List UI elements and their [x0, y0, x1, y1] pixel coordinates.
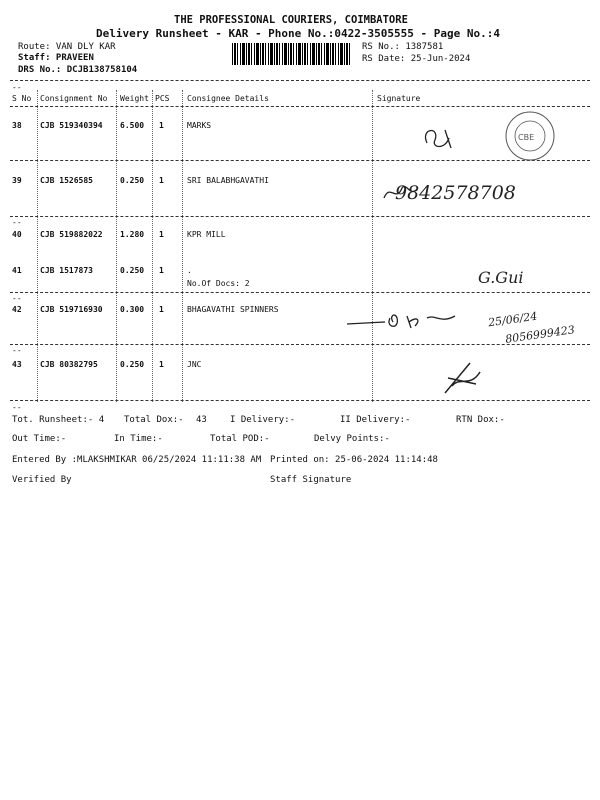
out-time: Out Time:- — [12, 434, 67, 444]
col-weight: Weight — [120, 94, 149, 103]
column-line — [116, 90, 117, 402]
signature-mark-row-39 — [380, 178, 420, 208]
column-line — [152, 90, 153, 402]
runsheet-title: Delivery Runsheet - KAR - Phone No.:0422-3505555 - Page No.:4 — [96, 27, 500, 40]
row-consignee: KPR MILL — [187, 230, 226, 239]
signature-date-row-42: 25/06/24 — [487, 309, 539, 330]
verified-by: Verified By — [12, 475, 72, 485]
row-sno: 41 — [12, 266, 22, 275]
drs-number: DRS No.: DCJB138758104 — [18, 65, 138, 75]
col-pcs: PCS — [155, 94, 170, 103]
total-dox-label: Total Dox:- — [124, 415, 184, 425]
company-name: THE PROFESSIONAL COURIERS, COIMBATORE — [174, 14, 408, 26]
separator-marker: -- — [12, 294, 22, 303]
column-line — [372, 90, 373, 402]
signature-row-42 — [345, 306, 465, 336]
in-time: In Time:- — [114, 434, 163, 444]
row-consignee: JNC — [187, 360, 202, 369]
row-weight: 1.280 — [120, 230, 145, 239]
col-sno: S No — [12, 94, 32, 103]
signature-row-38 — [415, 108, 565, 168]
total-runsheet: Tot. Runsheet:- 4 — [12, 415, 105, 425]
total-dox-value: 43 — [196, 415, 207, 425]
row-consignment: CJB 519716930 — [40, 305, 103, 314]
row-consignee: MARKS — [187, 121, 212, 130]
rs-date: RS Date: 25-Jun-2024 — [362, 54, 471, 64]
separator-marker: -- — [12, 403, 22, 412]
column-line — [182, 90, 183, 402]
row-consignment: CJB 80382795 — [40, 360, 98, 369]
divider — [10, 292, 590, 293]
column-line — [37, 90, 38, 402]
row-sno: 40 — [12, 230, 22, 239]
rs-number: RS No.: 1387581 — [362, 42, 444, 52]
row-consignee: SRI BALABHGAVATHI — [187, 176, 269, 185]
divider — [10, 344, 590, 345]
rtn-dox: RTN Dox:- — [456, 415, 505, 425]
row-pcs: 1 — [159, 176, 164, 185]
separator-marker: -- — [12, 83, 22, 92]
row-consignment: CJB 519882022 — [40, 230, 103, 239]
row-pcs: 1 — [159, 121, 164, 130]
row-weight: 0.250 — [120, 176, 145, 185]
svg-text:CBE: CBE — [518, 133, 535, 142]
row-consignment: CJB 1517873 — [40, 266, 93, 275]
staff-signature: Staff Signature — [270, 475, 352, 485]
row-consignee: BHAGAVATHI SPINNERS — [187, 305, 279, 314]
row-weight: 0.250 — [120, 360, 145, 369]
row-sno: 42 — [12, 305, 22, 314]
signature-row-43 — [440, 358, 490, 398]
divider — [10, 80, 590, 81]
divider — [10, 400, 590, 401]
delvy-points: Delvy Points:- — [314, 434, 390, 444]
route: Route: VAN DLY KAR — [18, 42, 116, 52]
row-weight: 6.500 — [120, 121, 145, 130]
signature-phone-row-42: 8056999423 — [504, 323, 576, 346]
row-pcs: 1 — [159, 266, 164, 275]
row-sno: 39 — [12, 176, 22, 185]
row-weight: 0.300 — [120, 305, 145, 314]
total-pod: Total POD:- — [210, 434, 270, 444]
row-pcs: 1 — [159, 230, 164, 239]
signature-phone-row-39: 9842578708 — [395, 182, 516, 204]
divider — [10, 106, 590, 107]
row-sno: 38 — [12, 121, 22, 130]
col-consignee: Consignee Details — [187, 94, 269, 103]
row-sno: 43 — [12, 360, 22, 369]
i-delivery: I Delivery:- — [230, 415, 296, 425]
separator-marker: -- — [12, 218, 22, 227]
row-weight: 0.250 — [120, 266, 145, 275]
staff: Staff: PRAVEEN — [18, 53, 94, 63]
row-note: No.Of Docs: 2 — [187, 279, 250, 288]
divider — [10, 216, 590, 217]
signature-row-41: G.Gui — [478, 268, 524, 287]
row-consignment: CJB 1526585 — [40, 176, 93, 185]
entered-by: Entered By :MLAKSHMIKAR 06/25/2024 11:11:38 AM — [12, 455, 262, 465]
row-consignee: . — [187, 266, 192, 275]
ii-delivery: II Delivery:- — [340, 415, 411, 425]
printed-on: Printed on: 25-06-2024 11:14:48 — [270, 455, 438, 465]
col-consignment: Consignment No — [40, 94, 108, 103]
col-signature: Signature — [377, 94, 421, 103]
separator-marker: -- — [12, 346, 22, 355]
row-pcs: 1 — [159, 360, 164, 369]
barcode — [232, 43, 352, 65]
row-consignment: CJB 519340394 — [40, 121, 103, 130]
row-pcs: 1 — [159, 305, 164, 314]
